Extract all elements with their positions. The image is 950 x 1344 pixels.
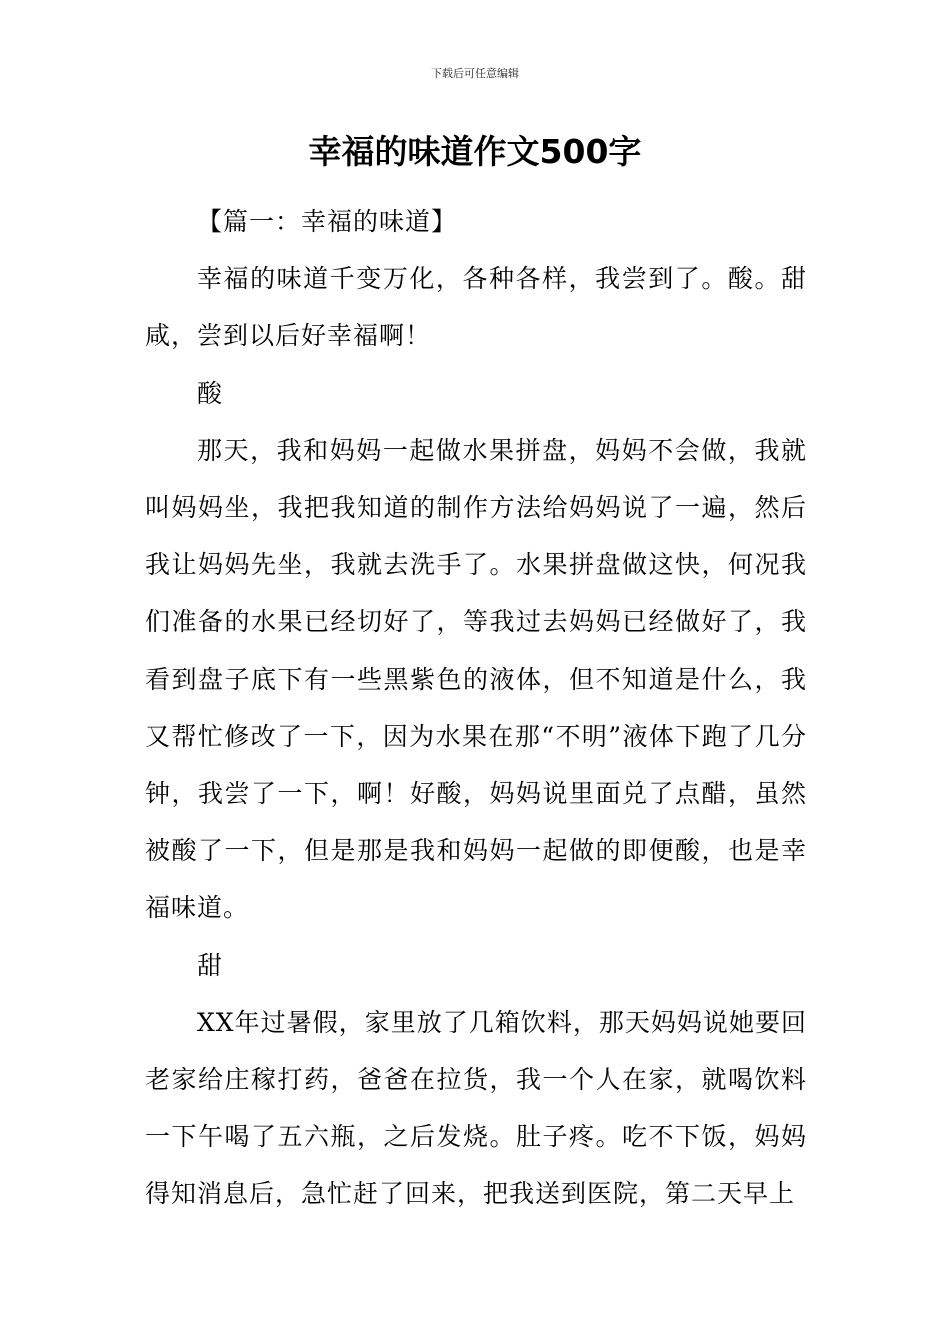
document-body	[145, 193, 807, 1223]
paragraph: 那天，我和妈妈一起做水果拼盘，妈妈不会做，我就叫妈妈坐，我把我知道的制作方法给妈妈说了一遍，然后我让妈妈先坐，我就去洗手了。水果拼盘做这快，何况我们准备的水果已经切好了，等我过去妈妈已经做好了，我看到盘子底下有一些黑紫色的液体，但不知道是什么，我又帮忙修改了一下，因为水果在那“不明”液体下跑了几分钟，我尝了一下，啊！好酸，妈妈说里面兑了点醋，虽然被酸了一下，但是那是我和妈妈一起做的即便酸，也是幸福味道。	[145, 435, 807, 923]
section-heading: 【篇一：幸福的味道】	[197, 207, 458, 236]
subheading-sour: 酸	[197, 378, 224, 408]
subheading-sweet: 甜	[197, 950, 224, 980]
document-title: 幸福的味道作文500字	[308, 132, 642, 171]
paragraph: 幸福的味道千变万化，各种各样，我尝到了。酸。甜咸，尝到以后好幸福啊！	[145, 264, 807, 351]
header-note: 下载后可任意编辑	[431, 67, 519, 80]
paragraph: XX年过暑假，家里放了几箱饮料，那天妈妈说她要回老家给庄稼打药，爸爸在拉货，我一个人在家，就喝饮料一下午喝了五六瓶，之后发烧。肚子疼。吃不下饭，妈妈得知消息后，急忙赶了回来，把我送到医院，第二天早上	[145, 1007, 807, 1209]
